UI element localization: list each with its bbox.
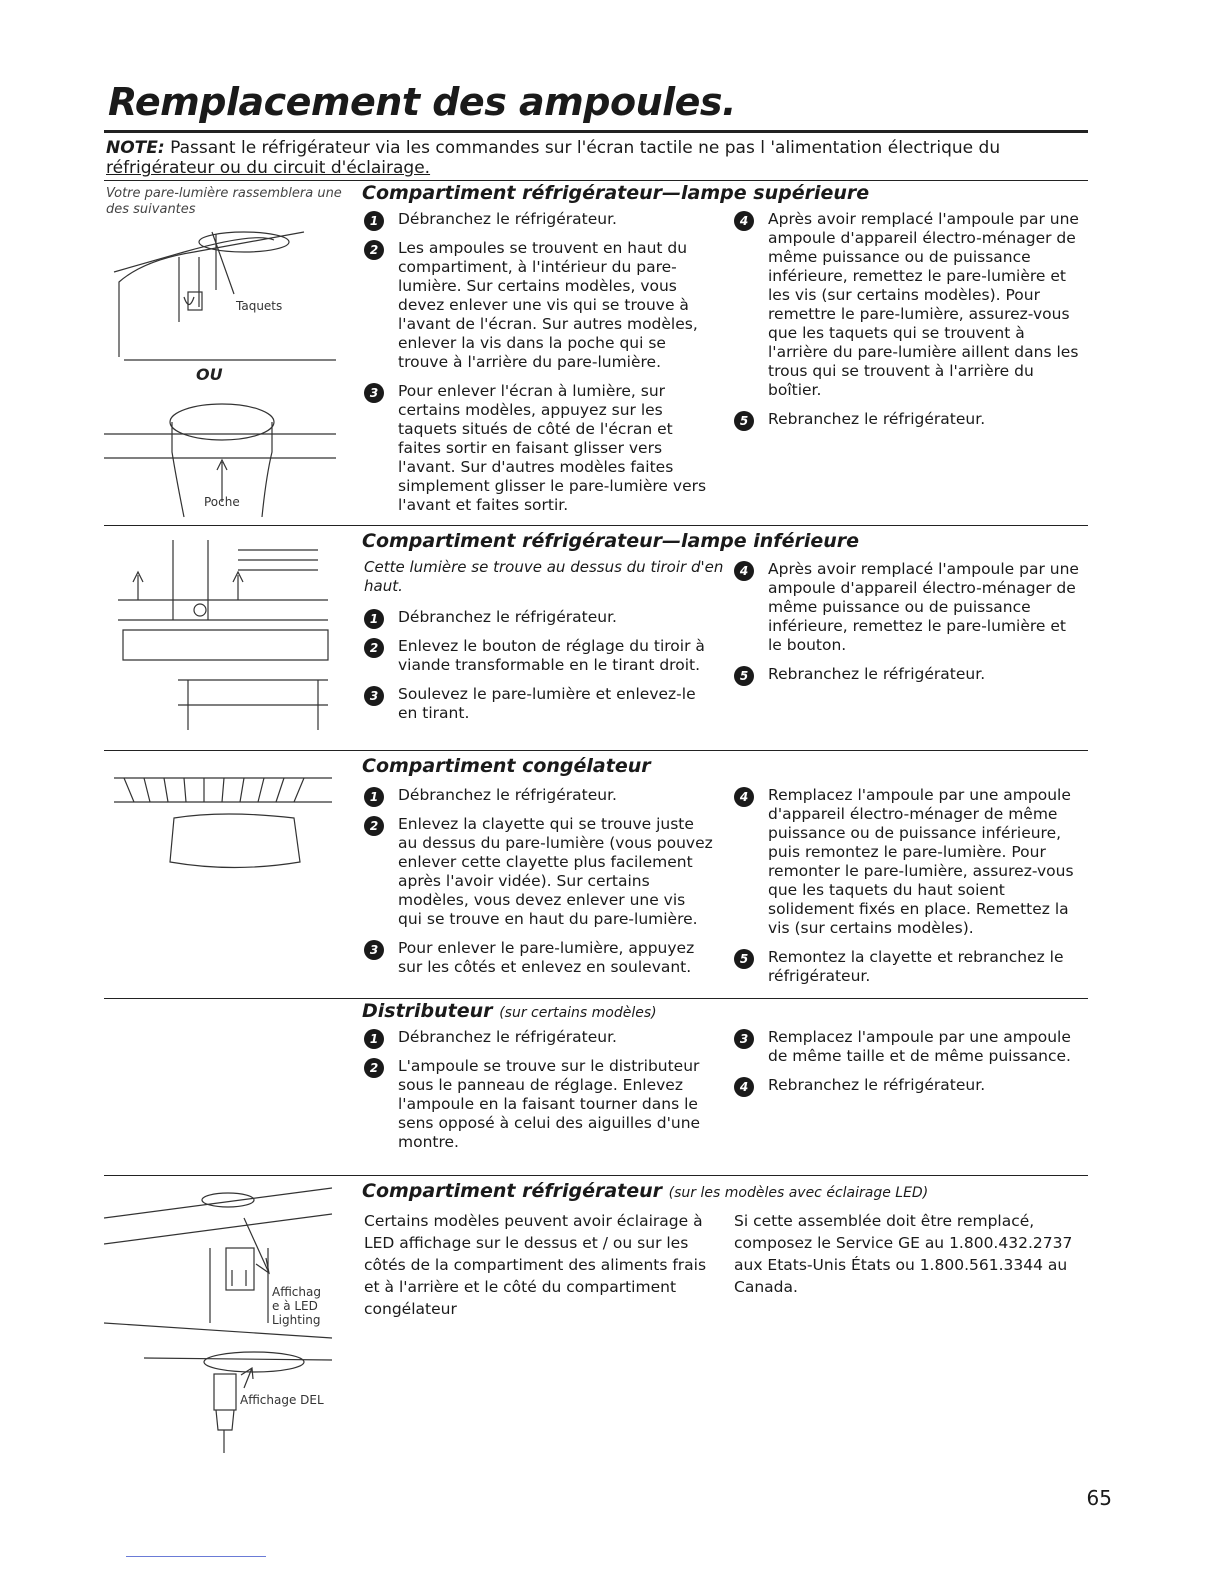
label-poche: Poche xyxy=(204,495,240,509)
led-figure xyxy=(104,1178,354,1458)
step-number-badge: 3 xyxy=(364,686,384,706)
step-text: Remplacez l'ampoule par une ampoule d'appareil électro-ménager de même puissance ou de puissance inférieure, puis remontez le pare-lumière. Pour remonter le pare-lumière, assurez-vous que les taquets du haut soient solidement fixés en place. Remettez la vis (sur certains modèles). xyxy=(768,786,1074,937)
upper-steps-right xyxy=(734,210,1084,439)
step-text: Après avoir remplacé l'ampoule par une ampoule d'appareil électro-ménager de même puissance ou de puissance inférieure, remettez le pare-lumière et les vis (sur certains modèles). Pour remettre le pare-lumière, assurez-vous que les taquets qui se trouvent à l'arrière du pare-lumière aillent dans les trous qui se trouvent à l'arrière du boîtier. xyxy=(768,210,1079,399)
step-number-badge: 1 xyxy=(364,211,384,231)
step-text: Pour enlever le pare-lumière, appuyez sur les côtés et enlevez en soulevant. xyxy=(398,939,695,976)
step-number-badge: 5 xyxy=(734,949,754,969)
step-item xyxy=(364,239,714,372)
freezer-steps-left xyxy=(364,786,714,987)
freezer-figure xyxy=(104,758,340,918)
page-number: 65 xyxy=(1086,1486,1112,1510)
step-item xyxy=(364,1057,714,1152)
step-item xyxy=(734,210,1084,400)
lower-heading: Compartiment réfrigérateur—lampe inférieure xyxy=(362,530,860,552)
step-item xyxy=(734,1076,1084,1095)
dispenser-steps-right xyxy=(734,1028,1084,1105)
step-text: Remplacez l'ampoule par une ampoule de même taille et de même puissance. xyxy=(768,1028,1071,1065)
step-text: Soulevez le pare-lumière et enlevez-le en tirant. xyxy=(398,685,696,722)
upper-lamp-figure xyxy=(104,212,340,522)
step-text: Les ampoules se trouvent en haut du compartiment, à l'intérieur du pare-lumière. Sur certains modèles, vous devez enlever une vis qui se trouve à l'avant de l'écran. Sur autres modèles, enlever la vis dans la poche qui se trouve à l'arrière du pare-lumière. xyxy=(398,239,698,371)
led-para-right: Si cette assemblée doit être remplacé, composez le Service GE au 1.800.432.2737 aux Etats-Unis États ou 1.800.561.3344 au Canada. xyxy=(734,1212,1073,1296)
step-item xyxy=(734,560,1084,655)
step-text: L'ampoule se trouve sur le distributeur sous le panneau de réglage. Enlevez l'ampoule en la faisant tourner dans le sens opposé à celui des aiguilles d'une montre. xyxy=(398,1057,701,1151)
step-number-badge: 1 xyxy=(364,1029,384,1049)
dispenser-steps-left xyxy=(364,1028,714,1162)
lower-steps-right xyxy=(734,560,1084,694)
label-affichage-del: Affichage DEL xyxy=(240,1393,324,1407)
lower-lamp-figure xyxy=(108,530,344,740)
step-text: Débranchez le réfrigérateur. xyxy=(398,786,617,804)
step-number-badge: 2 xyxy=(364,1058,384,1078)
figure-caption: Votre pare-lumière rassemblera une des suivantes xyxy=(106,186,342,217)
step-number-badge: 2 xyxy=(364,638,384,658)
upper-rule xyxy=(104,525,1088,526)
footer-line xyxy=(126,1556,266,1557)
step-item xyxy=(364,939,714,977)
step-text: Remontez la clayette et rebranchez le réfrigérateur. xyxy=(768,948,1064,985)
freezer-heading: Compartiment congélateur xyxy=(362,755,651,777)
step-item xyxy=(734,665,1084,684)
step-number-badge: 4 xyxy=(734,787,754,807)
dispenser-heading-sub: (sur certains modèles) xyxy=(499,1005,657,1021)
step-text: Débranchez le réfrigérateur. xyxy=(398,1028,617,1046)
step-number-badge: 5 xyxy=(734,411,754,431)
led-heading-sub: (sur les modèles avec éclairage LED) xyxy=(668,1185,929,1201)
note xyxy=(106,138,1066,178)
step-item xyxy=(734,410,1084,429)
step-number-badge: 4 xyxy=(734,211,754,231)
step-text: Pour enlever l'écran à lumière, sur certains modèles, appuyez sur les taquets situés de côté de l'écran et faites sortir en faisant glisser vers l'avant. Sur d'autres modèles faites simplement glisser le pare-lumière vers l'avant et faites sortir. xyxy=(398,382,707,514)
step-number-badge: 2 xyxy=(364,816,384,836)
step-number-badge: 3 xyxy=(364,940,384,960)
step-text: Rebranchez le réfrigérateur. xyxy=(768,410,986,428)
step-text: Enlevez le bouton de réglage du tiroir à viande transformable en le tirant droit. xyxy=(398,637,705,674)
note-rule xyxy=(104,180,1088,181)
step-text: Rebranchez le réfrigérateur. xyxy=(768,665,986,683)
step-item xyxy=(364,1028,714,1047)
upper-steps-left xyxy=(364,210,714,525)
step-text: Enlevez la clayette qui se trouve juste au dessus du pare-lumière (vous pouvez enlever cette clayette plus facilement après l'avoir vidée). Sur certains modèles, vous devez enlever une vis qui se trouve en haut du pare-lumière. xyxy=(398,815,713,928)
page-title: Remplacement des ampoules. xyxy=(108,80,736,124)
step-item xyxy=(364,382,714,515)
step-number-badge: 1 xyxy=(364,609,384,629)
dispenser-heading-text: Distributeur xyxy=(362,1000,493,1022)
step-item xyxy=(364,685,714,723)
step-item xyxy=(734,1028,1084,1066)
step-item xyxy=(364,786,714,805)
label-affichage-led-3: Lighting xyxy=(272,1313,321,1327)
step-number-badge: 5 xyxy=(734,666,754,686)
lower-intro: Cette lumière se trouve au dessus du tiroir d'en haut. xyxy=(364,558,724,595)
step-number-badge: 1 xyxy=(364,787,384,807)
step-item xyxy=(364,608,714,627)
step-text: Débranchez le réfrigérateur. xyxy=(398,608,617,626)
step-item xyxy=(734,786,1084,938)
lower-rule xyxy=(104,750,1088,751)
dispenser-heading xyxy=(362,1000,657,1022)
step-text: Après avoir remplacé l'ampoule par une ampoule d'appareil électro-ménager de même puissance ou de puissance inférieure, remettez le pare-lumière et le bouton. xyxy=(768,560,1079,654)
label-ou: OU xyxy=(196,365,223,384)
upper-heading: Compartiment réfrigérateur—lampe supérieure xyxy=(362,182,870,204)
led-para-left: Certains modèles peuvent avoir éclairage à LED affichage sur le dessus et / ou sur les côtés de la compartiment des aliments frais et à l'arrière et le côté du compartiment congélateur xyxy=(364,1212,707,1318)
freezer-rule xyxy=(104,998,1088,999)
note-text-2: réfrigérateur ou du circuit d'éclairage. xyxy=(106,158,431,178)
led-heading xyxy=(362,1180,928,1202)
note-text-1: Passant le réfrigérateur via les commandes sur l'écran tactile ne pas l 'alimentation électrique du xyxy=(170,138,1001,158)
step-number-badge: 2 xyxy=(364,240,384,260)
step-item xyxy=(364,815,714,929)
freezer-steps-right xyxy=(734,786,1084,996)
note-label: NOTE: xyxy=(106,138,165,158)
led-heading-text: Compartiment réfrigérateur xyxy=(362,1180,663,1202)
dispenser-rule xyxy=(104,1175,1088,1176)
step-number-badge: 3 xyxy=(734,1029,754,1049)
label-affichage-led-2: e à LED xyxy=(272,1299,318,1313)
step-text: Rebranchez le réfrigérateur. xyxy=(768,1076,986,1094)
step-text: Débranchez le réfrigérateur. xyxy=(398,210,617,228)
step-number-badge: 4 xyxy=(734,1077,754,1097)
label-affichage-led-1: Affichag xyxy=(272,1285,321,1299)
step-item xyxy=(734,948,1084,986)
step-number-badge: 3 xyxy=(364,383,384,403)
step-number-badge: 4 xyxy=(734,561,754,581)
label-taquets: Taquets xyxy=(236,299,283,313)
lower-steps-left xyxy=(364,608,714,733)
step-item xyxy=(364,637,714,675)
step-item xyxy=(364,210,714,229)
title-rule xyxy=(104,130,1088,133)
